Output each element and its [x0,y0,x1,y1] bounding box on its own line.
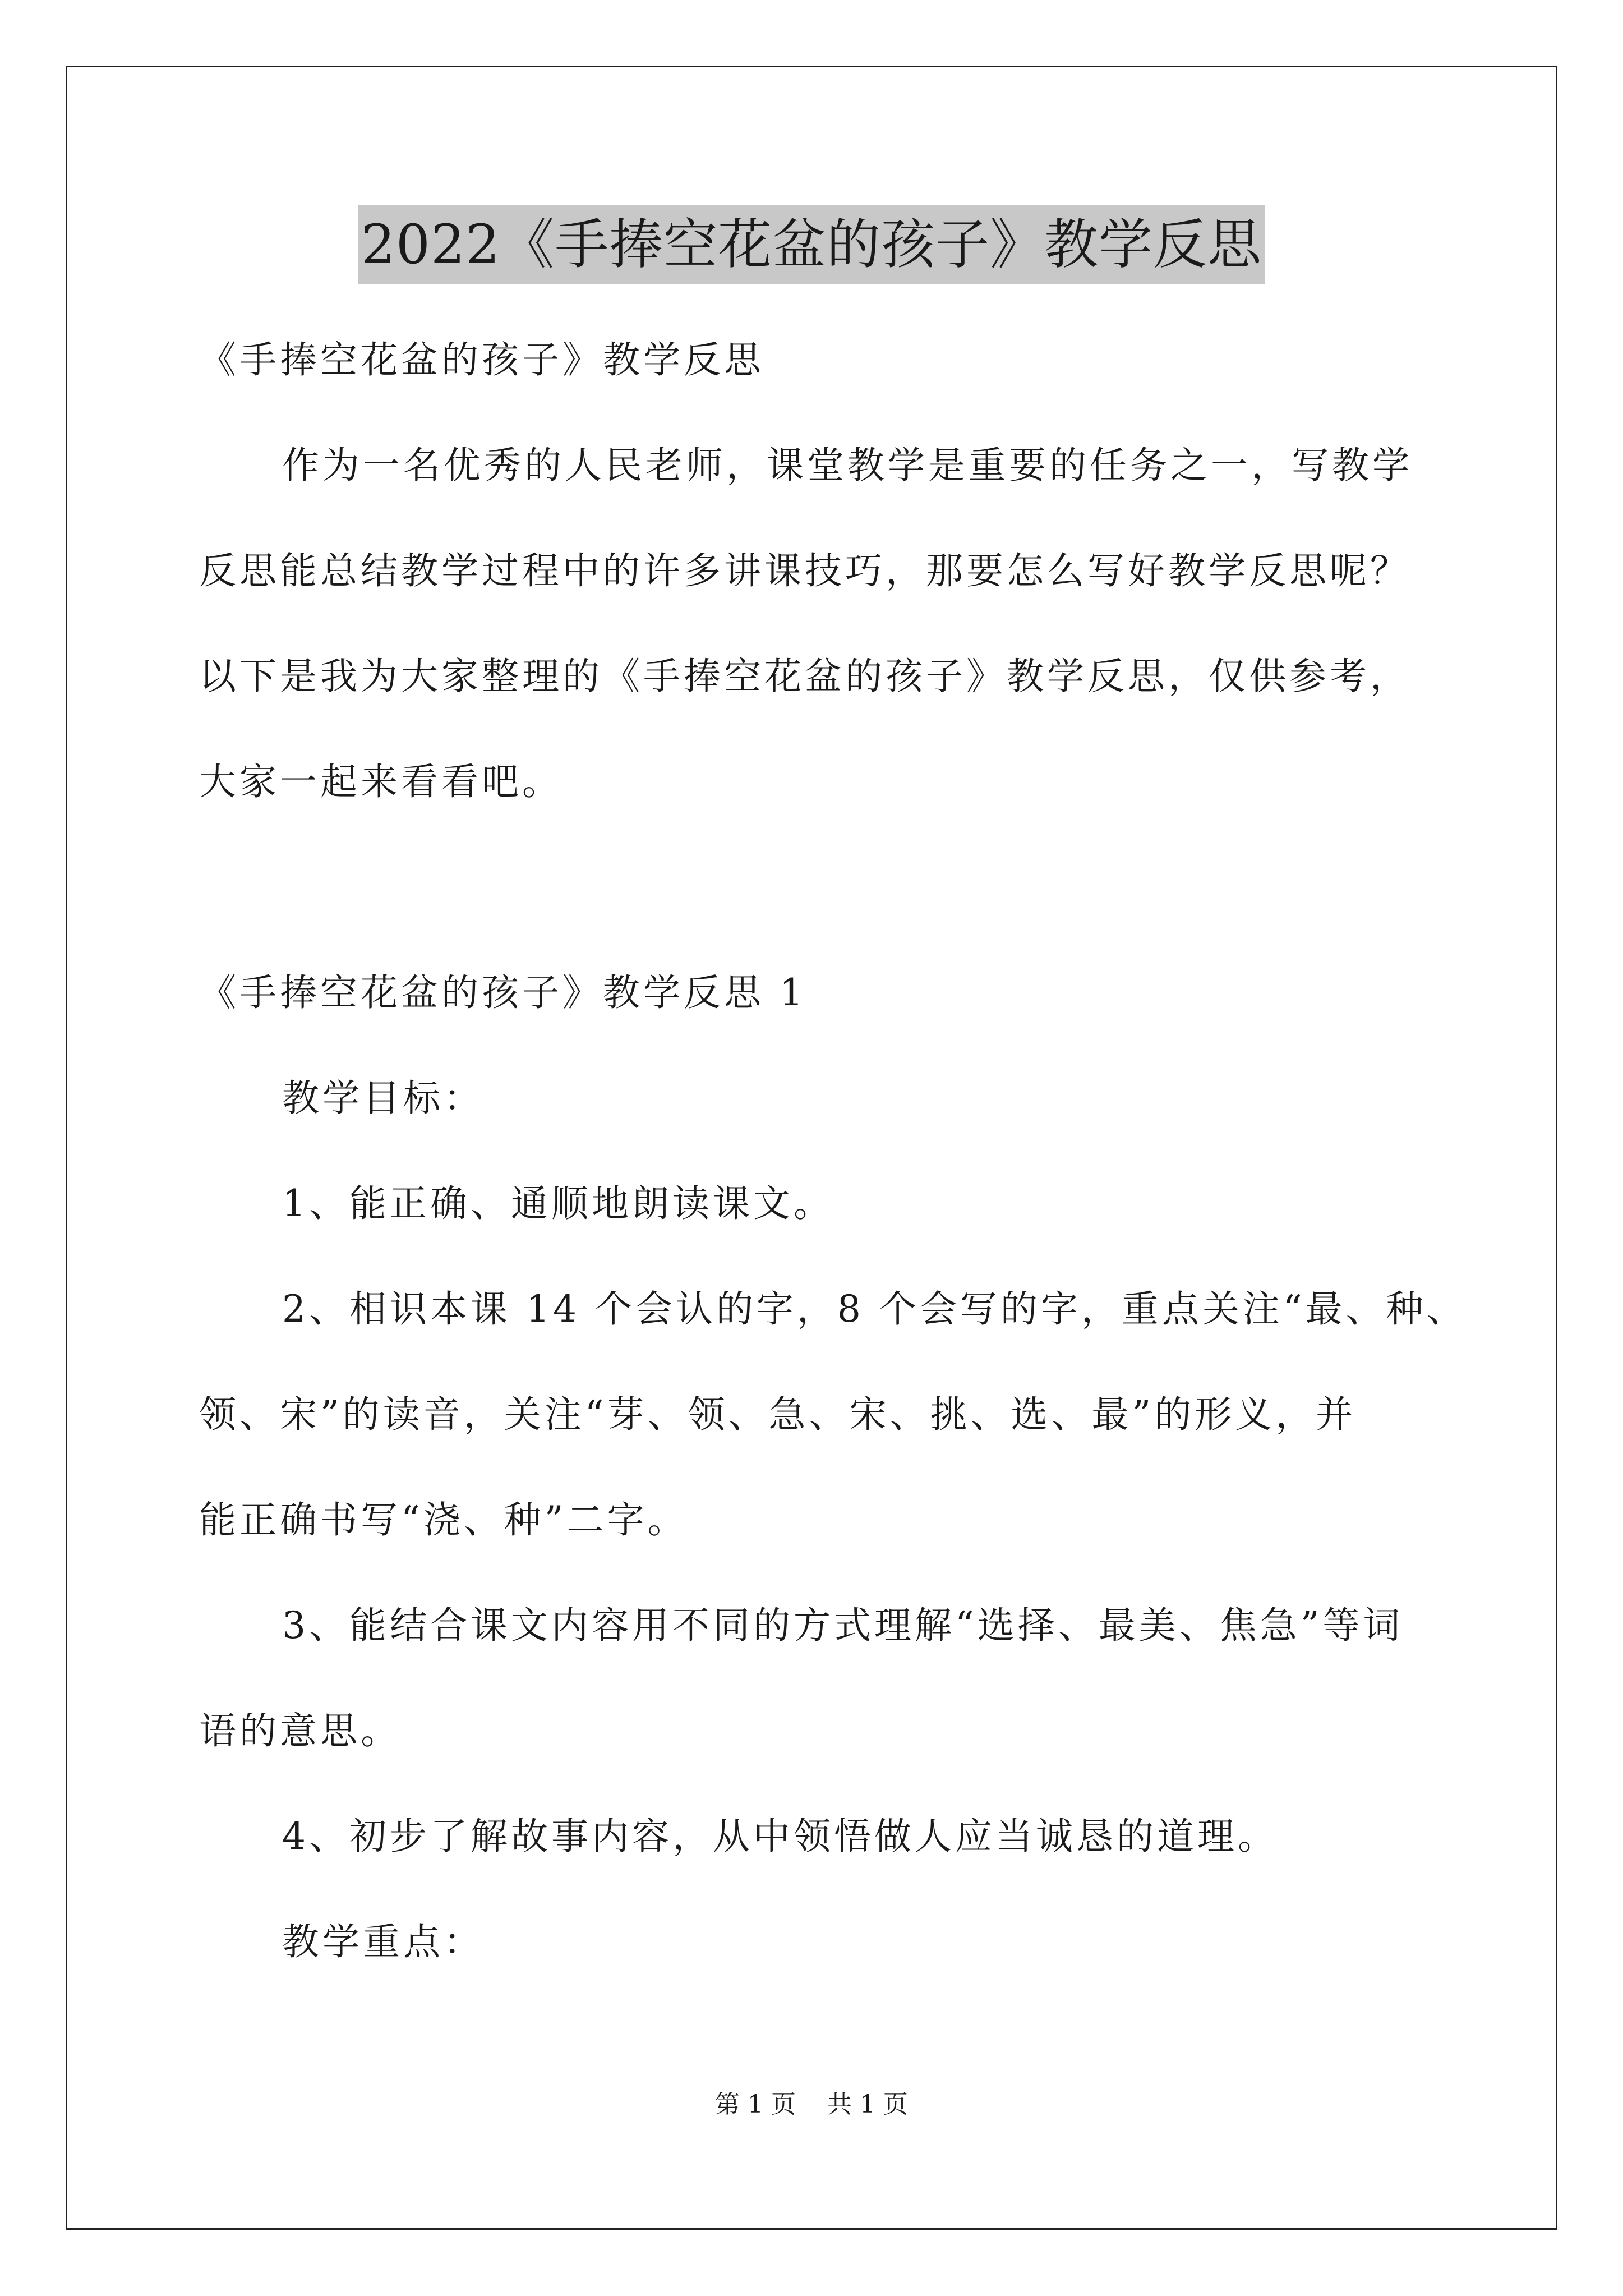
spacer [199,835,1455,940]
paragraph-line: 以下是我为大家整理的《手捧空花盆的孩子》教学反思，仅供参考， [199,655,1410,698]
subtitle-line: 《手捧空花盆的孩子》教学反思 [199,338,764,381]
paragraph-line: 反思能总结教学过程中的许多讲课技巧，那要怎么写好教学反思呢？ [199,549,1410,592]
paragraph-line: 大家一起来看看吧。 [199,760,562,803]
paragraph-line: 1、能正确、通顺地朗读课文。 [282,1182,834,1225]
paragraph-line: 能正确书写“浇、种”二字。 [199,1498,688,1542]
section-heading: 《手捧空花盆的孩子》教学反思 1 [199,971,806,1014]
paragraph-line: 教学重点： [282,1920,484,1963]
paragraph-line: 作为一名优秀的人民老师，课堂教学是重要的任务之一，写教学 [282,444,1413,487]
paragraph-line: 3、能结合课文内容用不同的方式理解“选择、最美、焦急”等词 [282,1604,1404,1647]
paragraph-line: 2、相识本课 14 个会认的字，8 个会写的字，重点关注“最、种、 [282,1287,1467,1331]
paragraph-line: 语的意思。 [199,1709,401,1752]
paragraph-line: 领、宋”的读音，关注“芽、领、急、宋、挑、选、最”的形义，并 [199,1393,1357,1436]
title-container [0,205,1623,284]
document-title: 2022《手捧空花盆的孩子》教学反思 [358,205,1265,284]
paragraph-line: 4、初步了解故事内容，从中领悟做人应当诚恳的道理。 [282,1815,1278,1858]
paragraph-line: 教学目标： [282,1076,484,1120]
page-number-footer: 第 1 页 共 1 页 [715,2090,908,2119]
document-body [199,307,1467,1995]
